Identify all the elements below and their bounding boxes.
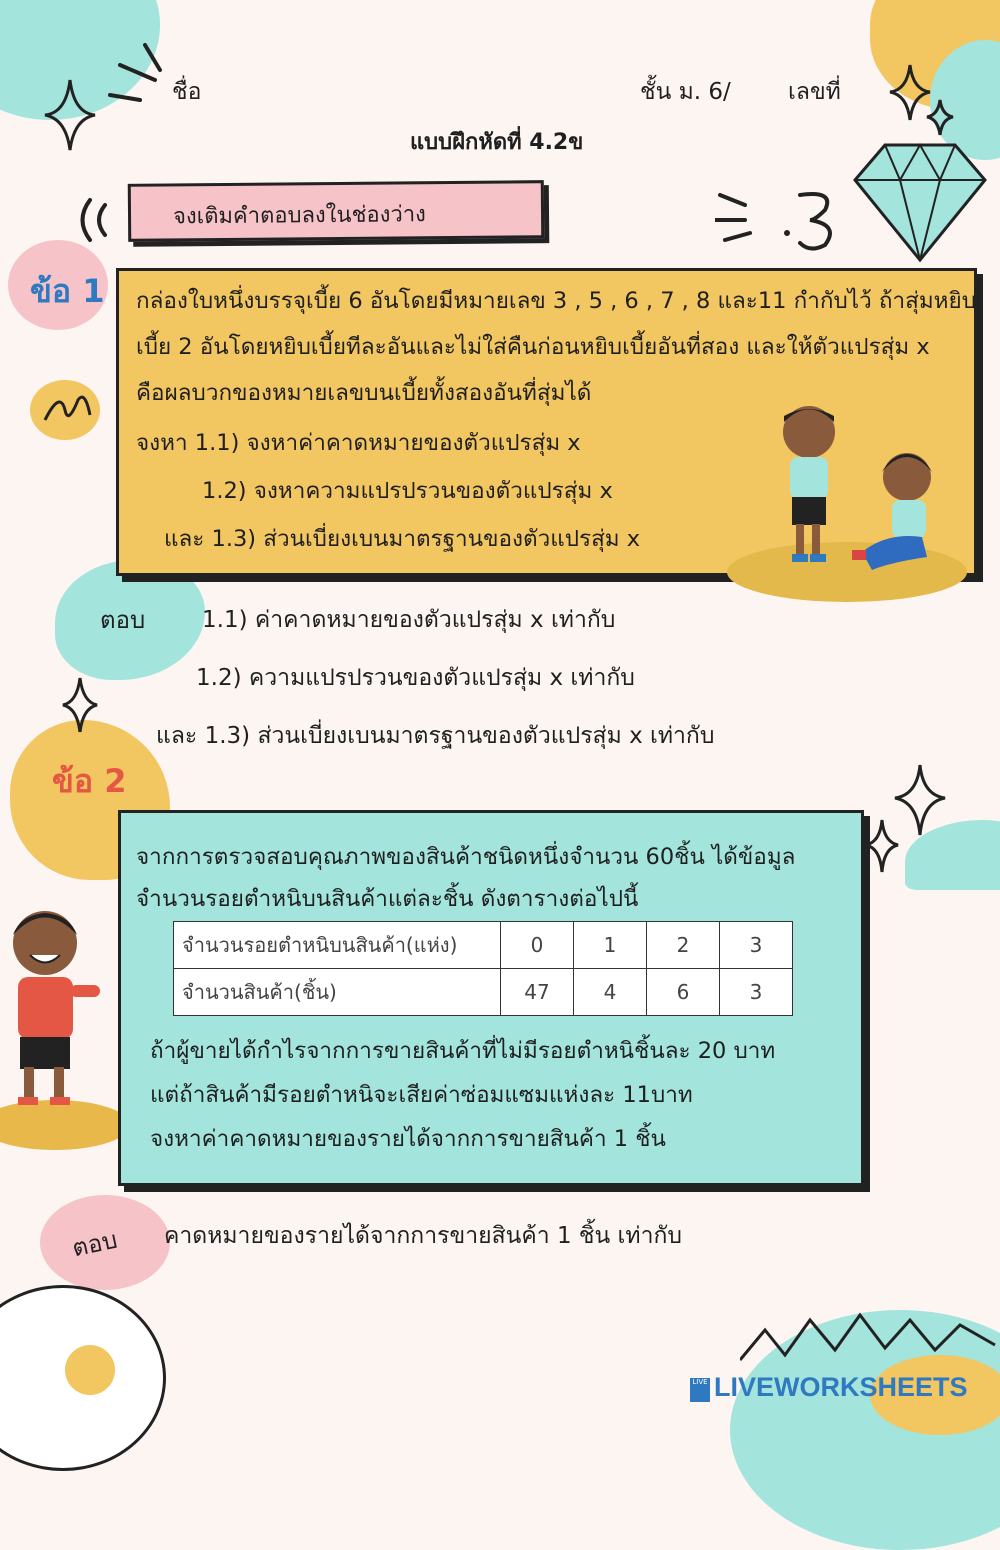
q2-intro-1: จากการตรวจสอบคุณภาพของสินค้าชนิดหนึ่งจำนวน 60ชิ้น ได้ข้อมูล [136,844,796,870]
boy-illustration [0,905,110,1115]
q1-answer-3: และ 1.3) ส่วนเบี่ยงเบนมาตรฐานของตัวแปรสุ่ม x เท่ากับ [156,723,715,749]
zigzag-icon [740,1310,1000,1370]
q1-answer-2: 1.2) ความแปรปรวนของตัวแปรสุ่ม x เท่ากับ [196,665,635,691]
number-label: เลขที่ [788,79,841,105]
table-cell: 1 [574,922,647,969]
table-cell: จำนวนสินค้า(ชิ้น) [174,969,501,1016]
bracket-doodle-icon [65,195,110,245]
q1-answer-3-blank[interactable] [745,746,925,747]
q2-answer-text: คาดหมายของรายได้จากการขายสินค้า 1 ชิ้น เท่ากับ [164,1223,683,1249]
diamond-icon [850,140,990,265]
q1-line-3: คือผลบวกของหมายเลขบนเบี้ยทั้งสองอันที่สุ่มได้ [136,380,592,406]
page-title: แบบฝึกหัดที่ 4.2ข [410,130,584,155]
q2-intro-2: จำนวนรอยตำหนิบนสินค้าแต่ละชิ้น ดังตารางต่อไปนี้ [136,886,639,912]
q1-answer-1-blank[interactable] [645,630,825,631]
table-row [174,969,793,1016]
table-cell: 3 [720,922,793,969]
sparkle-small-icon [60,675,100,735]
q1-answer-badge: ตอบ [100,606,146,634]
q2-answer-badge: ตอบ [69,1225,120,1263]
q1-line-1: กล่องใบหนึ่งบรรจุเบี้ย 6 อันโดยมีหมายเลข 3 , 5 , 6 , 7 , 8 และ11 กำกับไว้ ถ้าสุ่มหยิบ [136,288,976,314]
table-row [174,922,793,969]
table-cell: 3 [720,969,793,1016]
instruction-text: จงเติมคำตอบลงในช่องว่าง [172,202,426,230]
defects-table [173,921,793,1016]
sparkle-icon [40,75,100,155]
liveworksheets-logo-icon [690,1378,710,1402]
q1-line-2: เบี้ย 2 อันโดยหยิบเบี้ยทีละอันและไม่ใส่คืนก่อนหยิบเบี้ยอันที่สอง และให้ตัวแปรสุ่ม x [136,334,930,360]
dash-lines-icon [100,40,170,110]
sparkle-right-icon [860,760,950,880]
q1-answer-1: 1.1) ค่าคาดหมายของตัวแปรสุ่ม x เท่ากับ [202,607,616,633]
q2-after-2: แต่ถ้าสินค้ามีรอยตำหนิจะเสียค่าซ่อมแซมแห่งละ 11บาท [150,1082,693,1108]
q2-after-1: ถ้าผู้ขายได้กำไรจากการขายสินค้าที่ไม่มีรอยตำหนิชิ้นละ 20 บาท [150,1038,776,1064]
q1-badge: ข้อ 1 [30,272,105,310]
class-label: ชั้น ม. 6/ [640,79,731,105]
q1-line-6: และ 1.3) ส่วนเบี่ยงเบนมาตรฐานของตัวแปรสุ่ม x [164,526,641,552]
table-cell: 6 [647,969,720,1016]
q2-after-3: จงหาค่าคาดหมายของรายได้จากการขายสินค้า 1 ชิ้น [150,1126,666,1152]
q1-line-5: 1.2) จงหาความแปรปรวนของตัวแปรสุ่ม x [202,478,613,504]
q1-answer-2-blank[interactable] [660,688,840,689]
table-cell: 47 [501,969,574,1016]
instruction-banner [128,180,544,242]
sparkle-pair-icon [885,60,965,150]
table-cell: 4 [574,969,647,1016]
table-cell: 0 [501,922,574,969]
footer-brand[interactable]: LIVEWORKSHEETS [714,1372,968,1402]
table-cell: 2 [647,922,720,969]
squiggle-icon [40,385,100,430]
table-cell: จำนวนรอยตำหนิบนสินค้า(แห่ง) [174,922,501,969]
name-label: ชื่อ [172,79,202,105]
q2-badge: ข้อ 2 [52,762,127,800]
logo-mini-text: LIVE [692,1378,708,1386]
children-illustration [722,402,972,602]
doodle-three-icon [715,185,855,255]
q2-answer-blank[interactable] [725,1246,925,1247]
q1-line-4: จงหา 1.1) จงหาค่าคาดหมายของตัวแปรสุ่ม x [136,430,581,456]
yellow-dot-bottom-left [65,1345,115,1395]
